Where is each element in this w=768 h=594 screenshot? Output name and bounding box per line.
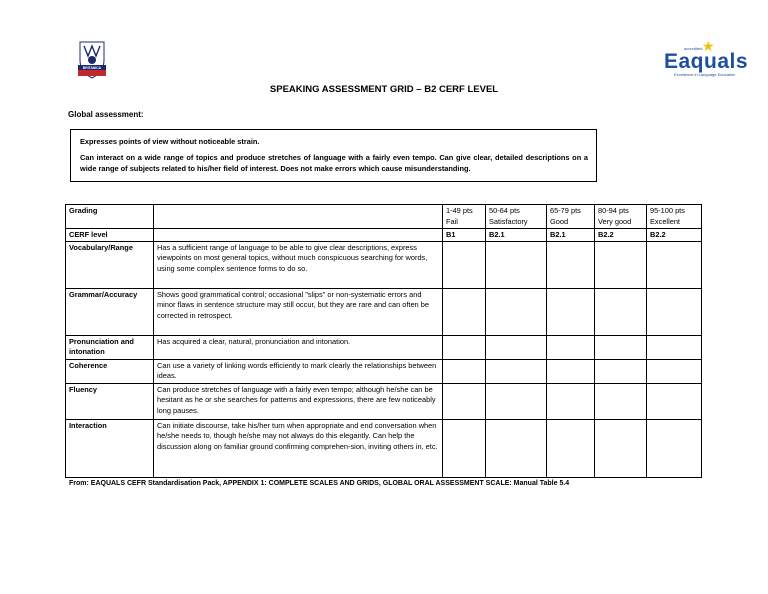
grading-blank-cell bbox=[154, 205, 443, 229]
score-cell[interactable] bbox=[595, 383, 647, 419]
score-cell[interactable] bbox=[647, 359, 702, 383]
global-assessment-box bbox=[70, 129, 597, 182]
criterion-label: Fluency bbox=[66, 383, 154, 419]
criterion-descriptor: Has a sufficient range of language to be able to give clear descriptions, express viewpoints on most general topics, without much conspicuous searching for words, using some complex sentence forms to do so. bbox=[154, 241, 443, 288]
global-assessment-line-1: Expresses points of view without noticeable strain. bbox=[80, 137, 260, 146]
score-cell[interactable] bbox=[443, 383, 486, 419]
criterion-label: Pronunciation and intonation bbox=[66, 335, 154, 359]
criterion-descriptor: Has acquired a clear, natural, pronunciation and intonation. bbox=[154, 335, 443, 359]
band-header-4 bbox=[595, 205, 647, 229]
score-cell[interactable] bbox=[443, 335, 486, 359]
band-grade: Excellent bbox=[650, 216, 680, 226]
score-cell[interactable] bbox=[647, 335, 702, 359]
score-cell[interactable] bbox=[486, 241, 547, 288]
table-row bbox=[66, 383, 702, 419]
band-grade: Good bbox=[550, 216, 569, 226]
table-row bbox=[66, 419, 702, 477]
score-cell[interactable] bbox=[547, 383, 595, 419]
criterion-descriptor: Can produce stretches of language with a fairly even tempo; although he/she can be hesitant as he or she searches for patterns and expressions, there are few noticeably long pauses. bbox=[154, 383, 443, 419]
table-row bbox=[66, 241, 702, 288]
band-grade: Fail bbox=[446, 216, 458, 226]
band-pts: 50-64 pts bbox=[489, 206, 520, 215]
table-row bbox=[66, 288, 702, 335]
source-note: From: EAQUALS CEFR Standardisation Pack, APPENDIX 1: COMPLETE SCALES AND GRIDS, GLOBAL ORAL ASSESSMENT SCALE: Manual Table 5.4 bbox=[69, 480, 570, 487]
eaquals-overline: accredited bbox=[684, 46, 703, 51]
score-cell[interactable] bbox=[647, 288, 702, 335]
global-assessment-line-2: Can interact on a wide range of topics and produce stretches of language with a fairly even tempo. Can give clear, detailed descriptions on a wide range of subjects related to his/her field of interest. Does not make errors which cause misunderstanding. bbox=[80, 153, 588, 173]
table-row bbox=[66, 359, 702, 383]
criterion-label: Coherence bbox=[66, 359, 154, 383]
criterion-descriptor: Can use a variety of linking words efficiently to mark clearly the relationships between ideas. bbox=[154, 359, 443, 383]
criterion-label: Vocabulary/Range bbox=[66, 241, 154, 288]
band-grade: Satisfactory bbox=[489, 216, 528, 226]
eaquals-logo bbox=[664, 38, 749, 78]
band-pts: 1-49 pts bbox=[446, 206, 473, 215]
band-header-3 bbox=[547, 205, 595, 229]
band-level-4: B2.2 bbox=[595, 229, 647, 242]
score-cell[interactable] bbox=[443, 359, 486, 383]
criterion-label: Grammar/Accuracy bbox=[66, 288, 154, 335]
band-pts: 65-79 pts bbox=[550, 206, 581, 215]
cerf-label: CERF level bbox=[66, 229, 154, 242]
band-pts: 95-100 pts bbox=[650, 206, 685, 215]
band-level-3: B2.1 bbox=[547, 229, 595, 242]
score-cell[interactable] bbox=[486, 288, 547, 335]
eaquals-wordmark: Eaquals bbox=[664, 50, 749, 73]
score-cell[interactable] bbox=[443, 241, 486, 288]
criterion-descriptor: Can initiate discourse, take his/her turn when appropriate and end conversation when he/she needs to, though he/she may not always do this elegantly. Can help the discussion along on familiar ground confirming comprehen-sion, inviting others in, etc. bbox=[154, 419, 443, 477]
score-cell[interactable] bbox=[647, 419, 702, 477]
assessment-grid bbox=[65, 204, 702, 478]
score-cell[interactable] bbox=[595, 359, 647, 383]
band-header-1 bbox=[443, 205, 486, 229]
score-cell[interactable] bbox=[647, 241, 702, 288]
score-cell[interactable] bbox=[547, 359, 595, 383]
cerf-blank-cell bbox=[154, 229, 443, 242]
score-cell[interactable] bbox=[486, 383, 547, 419]
score-cell[interactable] bbox=[486, 335, 547, 359]
britanica-logo bbox=[74, 38, 110, 80]
band-header-5 bbox=[647, 205, 702, 229]
band-grade: Very good bbox=[598, 216, 632, 226]
score-cell[interactable] bbox=[547, 241, 595, 288]
score-cell[interactable] bbox=[547, 335, 595, 359]
score-cell[interactable] bbox=[595, 419, 647, 477]
grading-label: Grading bbox=[66, 205, 154, 229]
band-pts: 80-94 pts bbox=[598, 206, 629, 215]
score-cell[interactable] bbox=[547, 288, 595, 335]
eaquals-tagline: Excellence in Language Education bbox=[674, 72, 736, 77]
score-cell[interactable] bbox=[486, 359, 547, 383]
page-title: SPEAKING ASSESSMENT GRID – B2 CERF LEVEL bbox=[269, 84, 499, 95]
table-row bbox=[66, 335, 702, 359]
score-cell[interactable] bbox=[486, 419, 547, 477]
cerf-row bbox=[66, 229, 702, 242]
criterion-label: Interaction bbox=[66, 419, 154, 477]
band-level-1: B1 bbox=[443, 229, 486, 242]
band-header-2 bbox=[486, 205, 547, 229]
criterion-descriptor: Shows good grammatical control; occasional "slips" or non-systematic errors and minor flaws in sentence structure may still occur, but they are rare and can often be corrected in retrospect. bbox=[154, 288, 443, 335]
score-cell[interactable] bbox=[443, 419, 486, 477]
score-cell[interactable] bbox=[443, 288, 486, 335]
score-cell[interactable] bbox=[595, 335, 647, 359]
score-cell[interactable] bbox=[547, 419, 595, 477]
global-assessment-label: Global assessment: bbox=[68, 110, 144, 119]
britanica-logo-text: BRITANICA bbox=[82, 66, 102, 70]
band-level-5: B2.2 bbox=[647, 229, 702, 242]
band-level-2: B2.1 bbox=[486, 229, 547, 242]
score-cell[interactable] bbox=[647, 383, 702, 419]
score-cell[interactable] bbox=[595, 241, 647, 288]
star-icon: ★ bbox=[702, 38, 715, 54]
grading-row bbox=[66, 205, 702, 229]
score-cell[interactable] bbox=[595, 288, 647, 335]
